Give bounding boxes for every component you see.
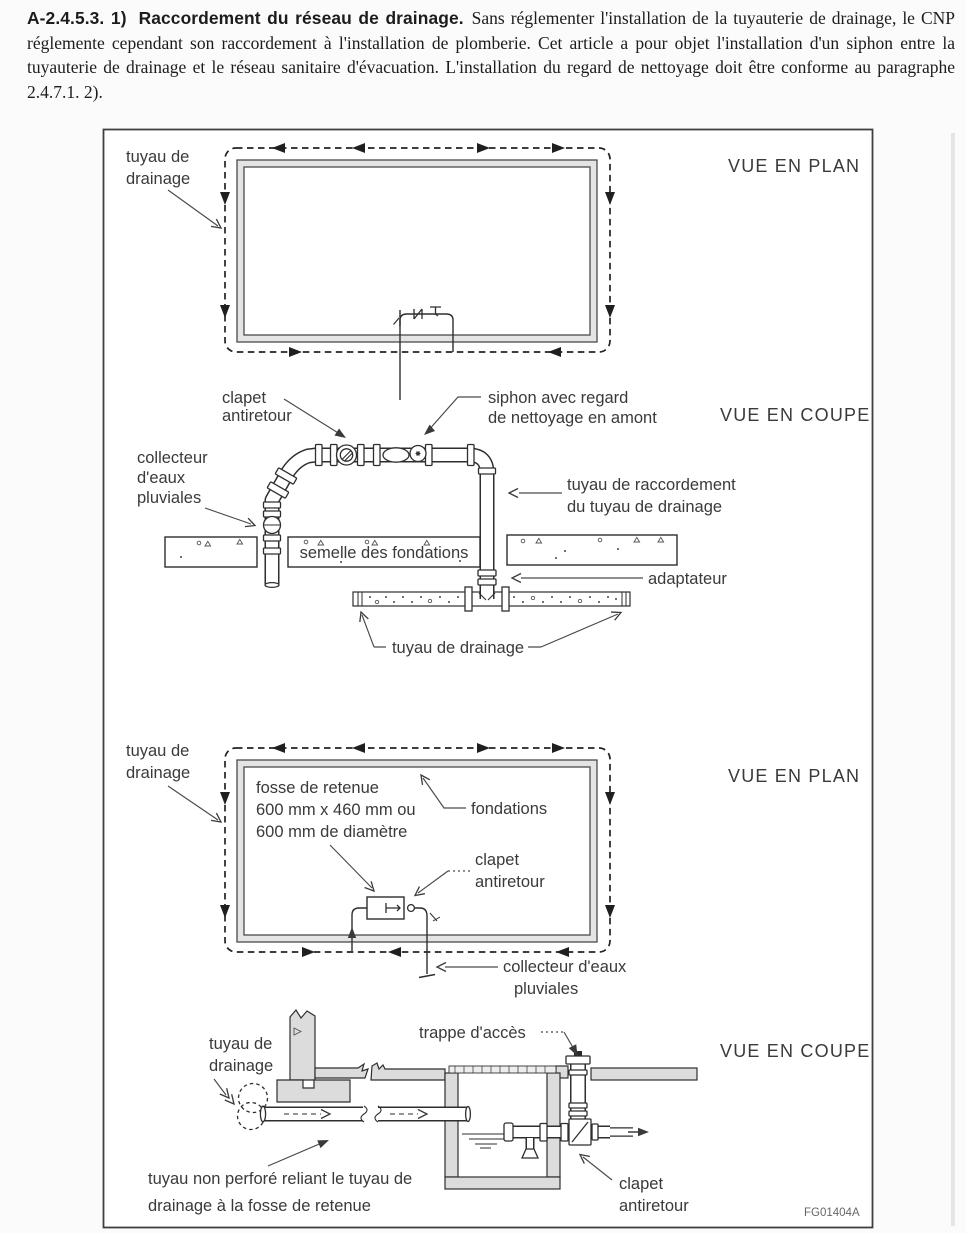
view-title-coupe-2: VUE EN COUPE — [720, 1041, 871, 1061]
label-raccordement: tuyau de raccordement — [567, 476, 736, 494]
label-clapet-1: clapet — [222, 389, 267, 407]
label-clapet-3b: antiretour — [475, 873, 545, 891]
label-clapet-4: clapet — [619, 1175, 664, 1193]
label-collecteur-1b: d'eaux — [137, 469, 186, 487]
sump-wall-left — [445, 1073, 458, 1177]
grade-slab-right — [591, 1068, 697, 1080]
label-collecteur-1c: pluviales — [137, 489, 202, 507]
label-trappe: trappe d'accès — [419, 1024, 526, 1042]
intake-cap — [504, 1123, 513, 1141]
label-clapet-3: clapet — [475, 851, 520, 869]
sump-lid — [449, 1066, 556, 1073]
label-tuyau-drainage-3: tuyau de — [126, 742, 190, 760]
label-tuyau-drainage-1b: drainage — [126, 170, 191, 188]
foundation-wall-inner — [244, 167, 590, 335]
cleanout-plug — [410, 446, 426, 462]
label-collecteur-3: collecteur d'eaux — [503, 958, 627, 976]
label-semelle: semelle des fondations — [299, 544, 469, 562]
label-clapet-1b: antiretour — [222, 407, 292, 425]
label-fondations: fondations — [471, 800, 548, 818]
scan-streak — [951, 133, 955, 1226]
footing-left — [165, 537, 257, 567]
label-non-perfore-b: drainage à la fosse de retenue — [148, 1197, 371, 1215]
label-siphon: siphon avec regard — [488, 389, 629, 407]
adapter-ring-2 — [478, 579, 496, 585]
view-title-coupe-1: VUE EN COUPE — [720, 405, 871, 425]
clause-title: Raccordement du réseau de drainage. — [138, 8, 464, 28]
label-tuyau-drainage-1: tuyau de — [126, 148, 190, 166]
pipe-open-end — [265, 583, 279, 588]
label-adaptateur: adaptateur — [648, 570, 727, 588]
view-title-plan-2: VUE EN PLAN — [728, 766, 861, 786]
label-siphon-b: de nettoyage en amont — [488, 409, 657, 427]
label-fosse-c: 600 mm de diamètre — [256, 823, 408, 841]
clause-number: A-2.4.5.3. 1) — [27, 8, 127, 28]
sump-wall-right — [547, 1073, 560, 1177]
label-fosse-b: 600 mm x 460 mm ou — [256, 801, 416, 819]
trap-body — [383, 448, 409, 462]
label-collecteur-1: collecteur — [137, 449, 208, 467]
footing-right — [507, 535, 677, 565]
adapter-ring-1 — [478, 570, 496, 576]
tee-collar-right — [502, 587, 509, 611]
clause-body: Sans réglementer l'installation de la tuyauterie de drainage, le CNP réglemente cependant son raccordement à l'installation de plomberie. Cet article a pour objet l'installation d'un siphon entre la tuyauterie de drainage et le réseau sanitaire d'évacuation. L'installation du regard de nettoyage doit être conforme au paragraphe 2.4.7.1. 2). — [27, 8, 955, 102]
sump-bottom — [445, 1177, 560, 1189]
label-non-perfore: tuyau non perforé reliant le tuyau de — [148, 1170, 413, 1188]
label-drain-2: tuyau de drainage — [391, 639, 525, 657]
foundation-wall-section — [290, 1010, 315, 1080]
check-valve — [337, 445, 357, 465]
label-clapet-4b: antiretour — [619, 1197, 689, 1215]
label-raccordement-b: du tuyau de drainage — [567, 498, 723, 516]
figure-code: FG01404A — [804, 1207, 860, 1219]
label-tuyau-drainage-4b: drainage — [209, 1057, 274, 1075]
label-tuyau-drainage-4: tuyau de — [209, 1035, 273, 1053]
label-fosse: fosse de retenue — [256, 779, 379, 797]
tee-collar-left — [465, 587, 472, 611]
view-title-plan-1: VUE EN PLAN — [728, 156, 861, 176]
footing-section — [277, 1080, 350, 1102]
label-tuyau-drainage-3b: drainage — [126, 764, 191, 782]
label-collecteur-3b: pluviales — [514, 980, 579, 998]
